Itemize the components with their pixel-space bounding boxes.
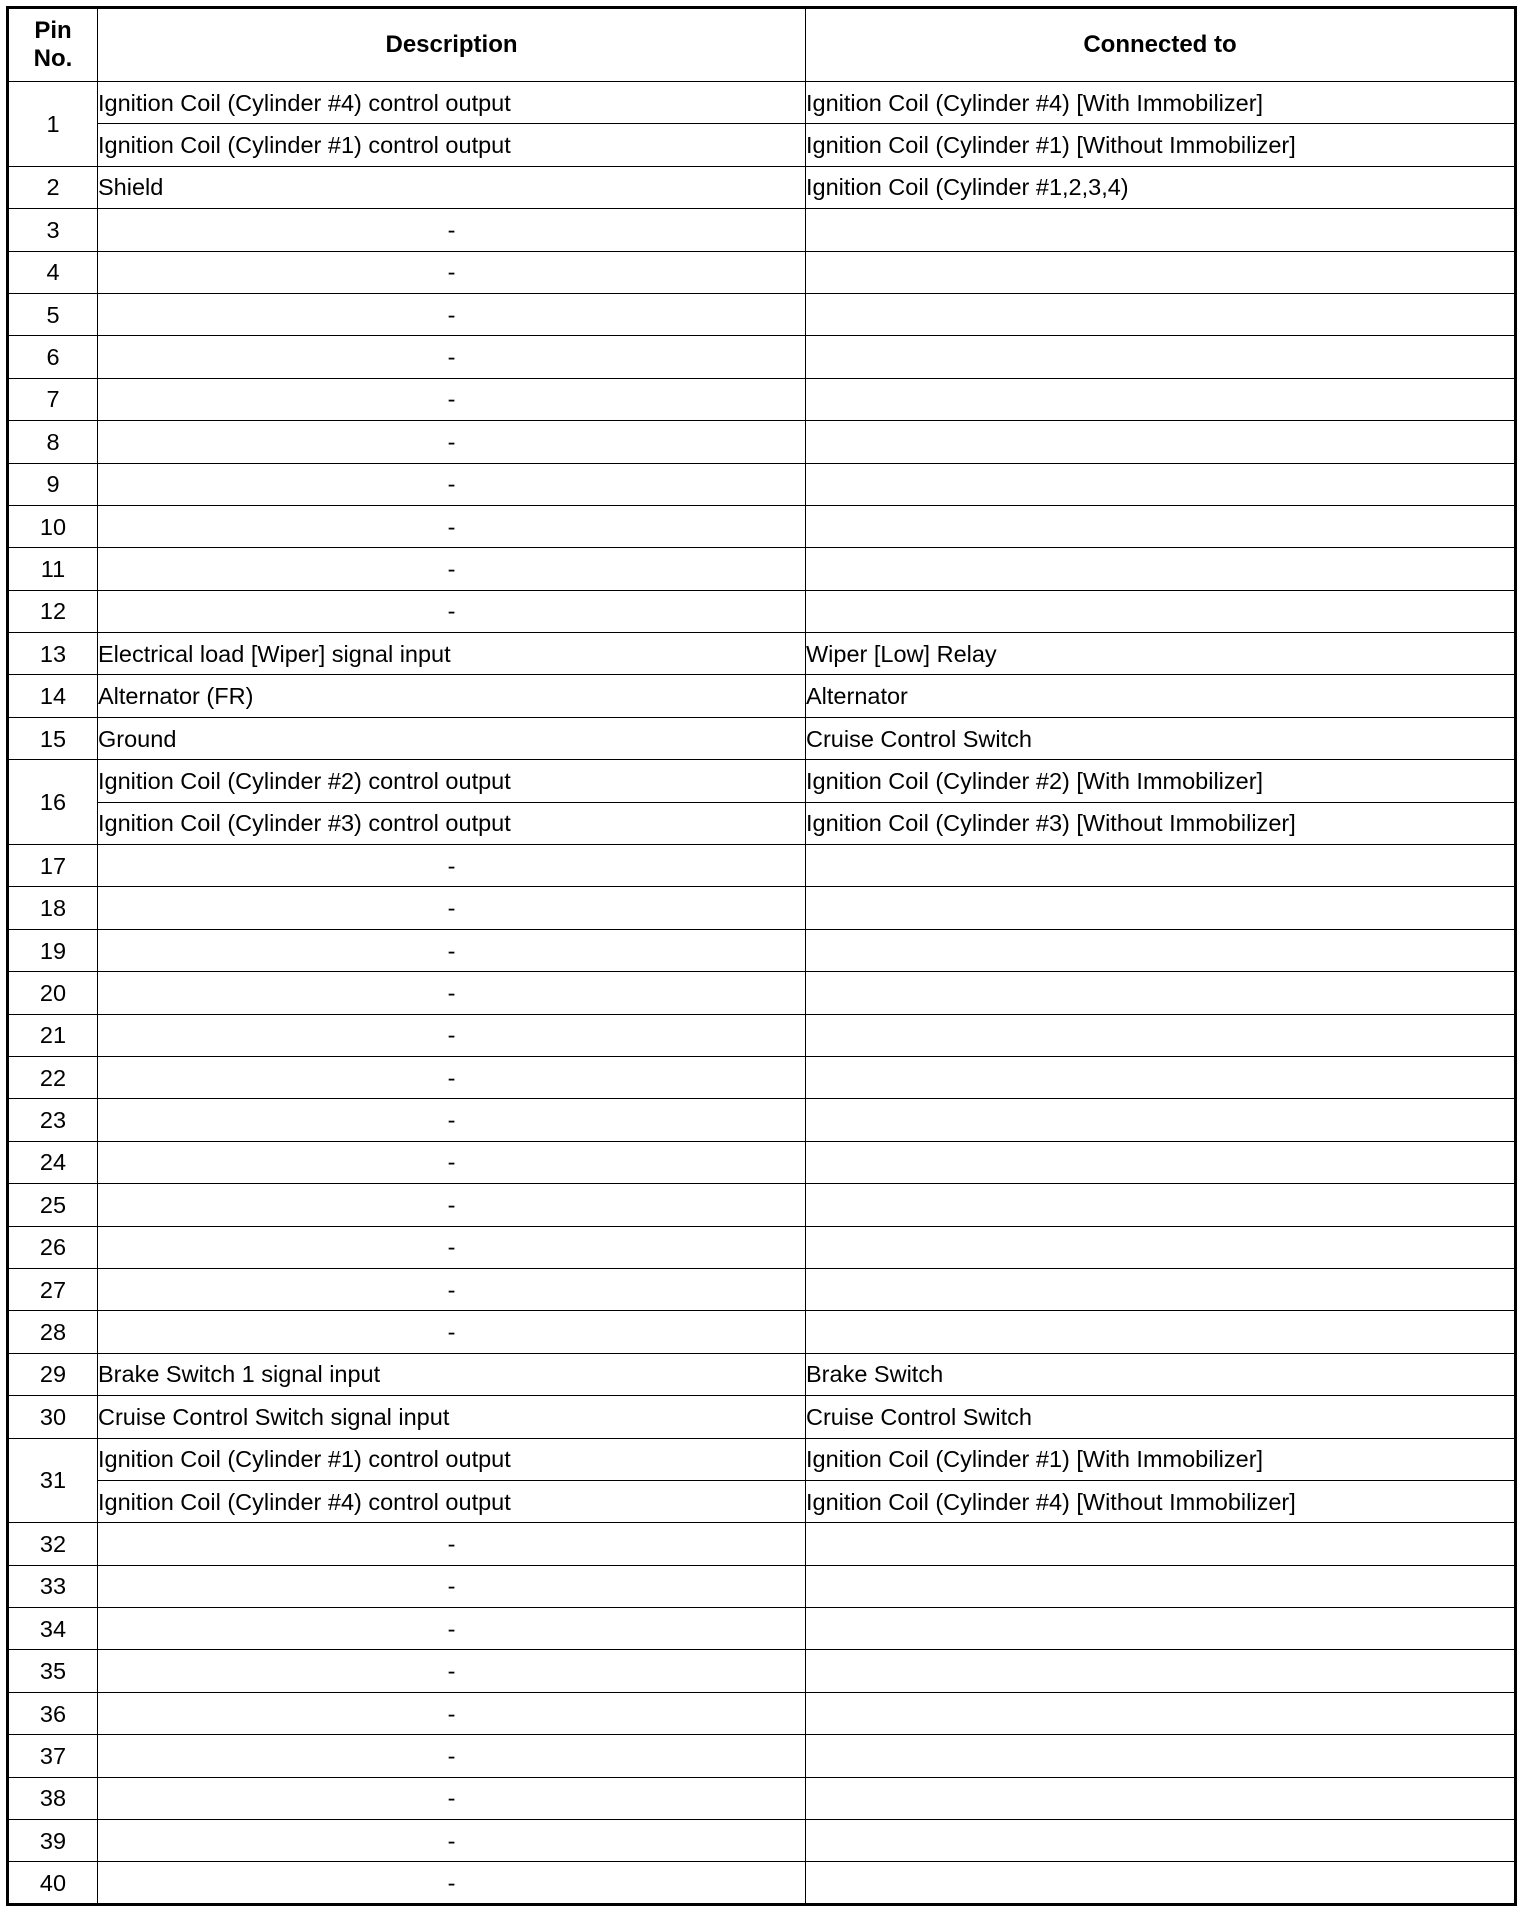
- description-cell: -: [98, 845, 806, 887]
- table-row: [8, 1099, 1516, 1141]
- pin-number-cell: 25: [8, 1184, 98, 1226]
- table-row: [8, 336, 1516, 378]
- pin-number-cell: 16: [8, 760, 98, 845]
- pin-number-cell: 36: [8, 1692, 98, 1734]
- description-cell: Ignition Coil (Cylinder #4) control output: [98, 82, 806, 124]
- table-row: [8, 1523, 1516, 1565]
- connected-to-cell: [806, 1692, 1516, 1734]
- description-cell: -: [98, 887, 806, 929]
- description-cell: -: [98, 209, 806, 251]
- description-cell: Cruise Control Switch signal input: [98, 1396, 806, 1438]
- description-cell: -: [98, 505, 806, 547]
- description-cell: -: [98, 463, 806, 505]
- header-pin-no: Pin No.: [8, 8, 98, 82]
- description-cell: Ignition Coil (Cylinder #2) control output: [98, 760, 806, 802]
- connected-to-cell: [806, 1777, 1516, 1819]
- pin-number-cell: 27: [8, 1268, 98, 1310]
- table-row: [8, 887, 1516, 929]
- connected-to-cell: [806, 845, 1516, 887]
- table-row: [8, 1268, 1516, 1310]
- pin-number-cell: 30: [8, 1396, 98, 1438]
- connected-to-cell: Ignition Coil (Cylinder #1) [Without Immobilizer]: [806, 124, 1516, 166]
- connected-to-cell: [806, 1311, 1516, 1353]
- pin-number-cell: 7: [8, 378, 98, 420]
- pin-number-cell: 34: [8, 1608, 98, 1650]
- pin-number-cell: 23: [8, 1099, 98, 1141]
- description-cell: -: [98, 1565, 806, 1607]
- description-cell: -: [98, 929, 806, 971]
- connected-to-cell: Cruise Control Switch: [806, 1396, 1516, 1438]
- description-cell: Ignition Coil (Cylinder #1) control output: [98, 124, 806, 166]
- table-row: [8, 1608, 1516, 1650]
- description-cell: -: [98, 972, 806, 1014]
- pin-number-cell: 39: [8, 1820, 98, 1862]
- table-row: [8, 1438, 1516, 1480]
- description-cell: -: [98, 421, 806, 463]
- pin-number-cell: 6: [8, 336, 98, 378]
- table-row: [8, 1311, 1516, 1353]
- connected-to-cell: [806, 548, 1516, 590]
- connected-to-cell: Ignition Coil (Cylinder #4) [With Immobilizer]: [806, 82, 1516, 124]
- description-cell: -: [98, 336, 806, 378]
- description-cell: -: [98, 1311, 806, 1353]
- connected-to-cell: [806, 1735, 1516, 1777]
- connected-to-cell: [806, 463, 1516, 505]
- connected-to-cell: Ignition Coil (Cylinder #1) [With Immobilizer]: [806, 1438, 1516, 1480]
- description-cell: -: [98, 548, 806, 590]
- connected-to-cell: [806, 1650, 1516, 1692]
- description-cell: Ignition Coil (Cylinder #3) control output: [98, 802, 806, 844]
- pin-number-cell: 35: [8, 1650, 98, 1692]
- pin-number-cell: 37: [8, 1735, 98, 1777]
- table-row: [8, 548, 1516, 590]
- description-cell: -: [98, 1268, 806, 1310]
- header-description: Description: [98, 8, 806, 82]
- description-cell: -: [98, 1184, 806, 1226]
- table-row: [8, 1862, 1516, 1904]
- pin-table-container: [6, 6, 1514, 1906]
- connected-to-cell: [806, 887, 1516, 929]
- description-cell: -: [98, 1099, 806, 1141]
- description-cell: -: [98, 1014, 806, 1056]
- table-row: [8, 590, 1516, 632]
- table-row: [8, 378, 1516, 420]
- pin-number-cell: 4: [8, 251, 98, 293]
- connected-to-cell: [806, 1226, 1516, 1268]
- connected-to-cell: Brake Switch: [806, 1353, 1516, 1395]
- connected-to-cell: Ignition Coil (Cylinder #4) [Without Immobilizer]: [806, 1480, 1516, 1522]
- description-cell: Ignition Coil (Cylinder #4) control output: [98, 1480, 806, 1522]
- connected-to-cell: [806, 1184, 1516, 1226]
- table-row: [8, 1014, 1516, 1056]
- description-cell: Alternator (FR): [98, 675, 806, 717]
- connected-to-cell: [806, 421, 1516, 463]
- connected-to-cell: [806, 590, 1516, 632]
- description-cell: -: [98, 1141, 806, 1183]
- pin-number-cell: 32: [8, 1523, 98, 1565]
- table-row: [8, 1735, 1516, 1777]
- description-cell: -: [98, 590, 806, 632]
- connected-to-cell: [806, 1099, 1516, 1141]
- table-row: [8, 124, 1516, 166]
- description-cell: -: [98, 1862, 806, 1904]
- description-cell: -: [98, 1735, 806, 1777]
- pin-number-cell: 1: [8, 82, 98, 167]
- pin-number-cell: 31: [8, 1438, 98, 1523]
- pin-number-cell: 38: [8, 1777, 98, 1819]
- connected-to-cell: [806, 251, 1516, 293]
- table-row: [8, 166, 1516, 208]
- table-row: [8, 293, 1516, 335]
- table-row: [8, 1056, 1516, 1098]
- table-row: [8, 505, 1516, 547]
- pin-number-cell: 24: [8, 1141, 98, 1183]
- connected-to-cell: [806, 378, 1516, 420]
- pin-number-cell: 2: [8, 166, 98, 208]
- connected-to-cell: [806, 1141, 1516, 1183]
- table-row: [8, 929, 1516, 971]
- description-cell: -: [98, 251, 806, 293]
- connected-to-cell: [806, 1820, 1516, 1862]
- connected-to-cell: Wiper [Low] Relay: [806, 633, 1516, 675]
- pin-number-cell: 33: [8, 1565, 98, 1607]
- connected-to-cell: [806, 505, 1516, 547]
- table-row: [8, 82, 1516, 124]
- pin-number-cell: 14: [8, 675, 98, 717]
- pin-number-cell: 22: [8, 1056, 98, 1098]
- pin-number-cell: 19: [8, 929, 98, 971]
- connected-to-cell: [806, 293, 1516, 335]
- connected-to-cell: [806, 1056, 1516, 1098]
- pin-number-cell: 40: [8, 1862, 98, 1904]
- description-cell: -: [98, 378, 806, 420]
- table-row: [8, 1692, 1516, 1734]
- connected-to-cell: [806, 929, 1516, 971]
- pin-number-cell: 5: [8, 293, 98, 335]
- description-cell: -: [98, 1056, 806, 1098]
- connected-to-cell: [806, 972, 1516, 1014]
- table-row: [8, 675, 1516, 717]
- table-row: [8, 463, 1516, 505]
- table-row: [8, 760, 1516, 802]
- table-row: [8, 633, 1516, 675]
- connected-to-cell: [806, 1523, 1516, 1565]
- description-cell: Ignition Coil (Cylinder #1) control output: [98, 1438, 806, 1480]
- connected-to-cell: [806, 1862, 1516, 1904]
- table-row: [8, 802, 1516, 844]
- table-row: [8, 1141, 1516, 1183]
- description-cell: -: [98, 1692, 806, 1734]
- connected-to-cell: Cruise Control Switch: [806, 717, 1516, 759]
- table-row: [8, 1820, 1516, 1862]
- pin-number-cell: 28: [8, 1311, 98, 1353]
- connected-to-cell: [806, 336, 1516, 378]
- pin-number-cell: 20: [8, 972, 98, 1014]
- connected-to-cell: Ignition Coil (Cylinder #1,2,3,4): [806, 166, 1516, 208]
- description-cell: -: [98, 1226, 806, 1268]
- table-row: [8, 209, 1516, 251]
- pin-table: [6, 6, 1517, 1906]
- description-cell: -: [98, 293, 806, 335]
- connected-to-cell: Alternator: [806, 675, 1516, 717]
- description-cell: -: [98, 1777, 806, 1819]
- header-connected-to: Connected to: [806, 8, 1516, 82]
- description-cell: Electrical load [Wiper] signal input: [98, 633, 806, 675]
- pin-number-cell: 17: [8, 845, 98, 887]
- table-row: [8, 717, 1516, 759]
- connected-to-cell: Ignition Coil (Cylinder #3) [Without Immobilizer]: [806, 802, 1516, 844]
- pin-number-cell: 29: [8, 1353, 98, 1395]
- description-cell: -: [98, 1650, 806, 1692]
- pin-number-cell: 18: [8, 887, 98, 929]
- table-row: [8, 1480, 1516, 1522]
- table-row: [8, 845, 1516, 887]
- pin-number-cell: 9: [8, 463, 98, 505]
- connected-to-cell: [806, 1014, 1516, 1056]
- description-cell: -: [98, 1820, 806, 1862]
- table-row: [8, 972, 1516, 1014]
- connected-to-cell: [806, 1608, 1516, 1650]
- pin-number-cell: 10: [8, 505, 98, 547]
- table-row: [8, 1777, 1516, 1819]
- table-row: [8, 1184, 1516, 1226]
- connected-to-cell: [806, 1565, 1516, 1607]
- pin-number-cell: 11: [8, 548, 98, 590]
- pin-number-cell: 21: [8, 1014, 98, 1056]
- pin-number-cell: 3: [8, 209, 98, 251]
- table-row: [8, 251, 1516, 293]
- description-cell: Shield: [98, 166, 806, 208]
- description-cell: Brake Switch 1 signal input: [98, 1353, 806, 1395]
- pin-number-cell: 13: [8, 633, 98, 675]
- table-row: [8, 1565, 1516, 1607]
- pin-number-cell: 8: [8, 421, 98, 463]
- connected-to-cell: [806, 209, 1516, 251]
- table-row: [8, 421, 1516, 463]
- description-cell: -: [98, 1608, 806, 1650]
- table-body: [8, 82, 1516, 1905]
- table-header-row: [8, 8, 1516, 82]
- pin-number-cell: 26: [8, 1226, 98, 1268]
- description-cell: -: [98, 1523, 806, 1565]
- table-row: [8, 1226, 1516, 1268]
- connected-to-cell: Ignition Coil (Cylinder #2) [With Immobilizer]: [806, 760, 1516, 802]
- connected-to-cell: [806, 1268, 1516, 1310]
- description-cell: Ground: [98, 717, 806, 759]
- pin-number-cell: 15: [8, 717, 98, 759]
- pin-number-cell: 12: [8, 590, 98, 632]
- table-row: [8, 1353, 1516, 1395]
- table-row: [8, 1396, 1516, 1438]
- table-row: [8, 1650, 1516, 1692]
